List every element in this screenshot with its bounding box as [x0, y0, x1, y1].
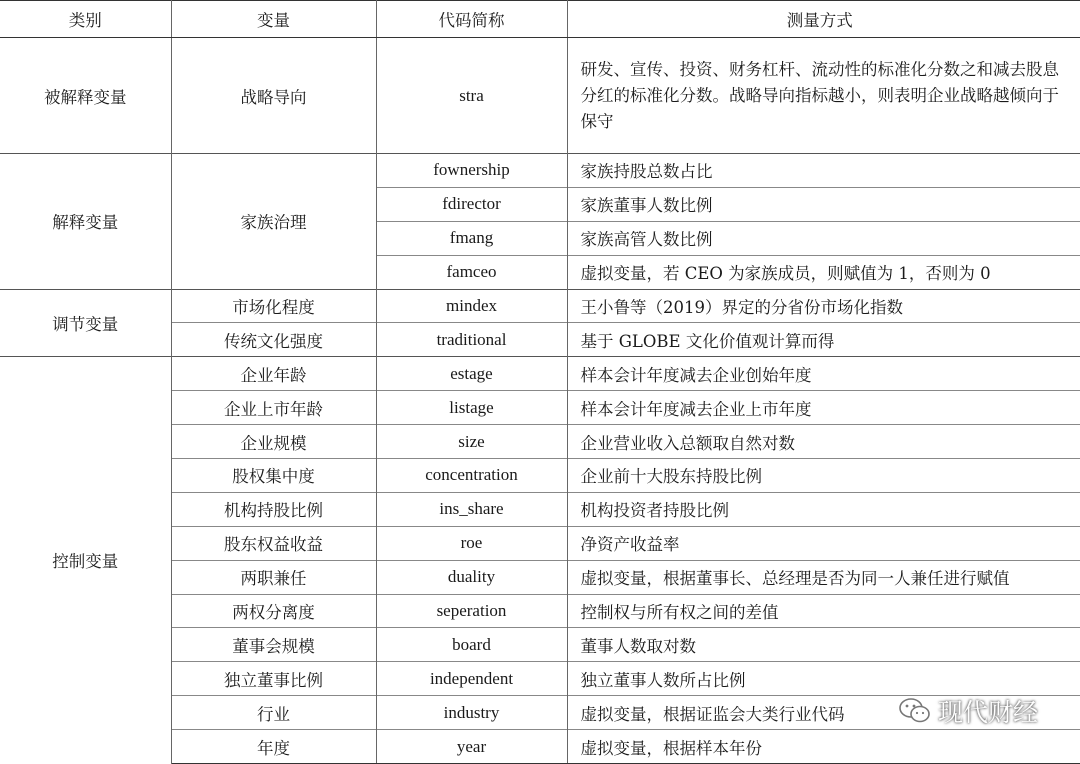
variable-cell: 企业年龄: [171, 357, 376, 391]
code-cell: estage: [376, 357, 567, 391]
header-variable: 变量: [171, 1, 376, 38]
variable-cell: 两职兼任: [171, 560, 376, 594]
variable-cell: 独立董事比例: [171, 662, 376, 696]
measure-cell: 家族高管人数比例: [567, 221, 1080, 255]
measure-cell: 虚拟变量，根据样本年份: [567, 730, 1080, 764]
measure-cell: 样本会计年度减去企业创始年度: [567, 357, 1080, 391]
code-cell: seperation: [376, 594, 567, 628]
code-cell: famceo: [376, 255, 567, 289]
code-cell: fdirector: [376, 187, 567, 221]
table-row: [0, 38, 1080, 154]
category-cell: 控制变量: [0, 357, 171, 764]
table-row: [0, 357, 1080, 391]
variable-cell: 家族治理: [171, 154, 376, 290]
variable-cell: 年度: [171, 730, 376, 764]
measure-cell: 企业前十大股东持股比例: [567, 459, 1080, 493]
code-cell: mindex: [376, 289, 567, 323]
measure-cell: 虚拟变量，若 CEO 为家族成员，则赋值为 1，否则为 0: [567, 255, 1080, 289]
header-row: [0, 1, 1080, 38]
table-row: [0, 289, 1080, 323]
variable-cell: 行业: [171, 696, 376, 730]
category-cell: 解释变量: [0, 154, 171, 290]
code-cell: roe: [376, 526, 567, 560]
code-cell: year: [376, 730, 567, 764]
category-cell: 被解释变量: [0, 38, 171, 154]
variable-cell: 战略导向: [171, 38, 376, 154]
variable-cell: 机构持股比例: [171, 492, 376, 526]
measure-cell: 控制权与所有权之间的差值: [567, 594, 1080, 628]
code-cell: fownership: [376, 154, 567, 188]
code-cell: ins_share: [376, 492, 567, 526]
measure-cell: 独立董事人数所占比例: [567, 662, 1080, 696]
measure-cell: 企业营业收入总额取自然对数: [567, 425, 1080, 459]
category-cell: 调节变量: [0, 289, 171, 357]
header-measure: 测量方式: [567, 1, 1080, 38]
code-cell: concentration: [376, 459, 567, 493]
measure-cell: 基于 GLOBE 文化价值观计算而得: [567, 323, 1080, 357]
code-cell: listage: [376, 391, 567, 425]
measure-cell: 家族董事人数比例: [567, 187, 1080, 221]
measure-cell: 王小鲁等（2019）界定的分省份市场化指数: [567, 289, 1080, 323]
code-cell: size: [376, 425, 567, 459]
measure-cell: 虚拟变量，根据董事长、总经理是否为同一人兼任进行赋值: [567, 560, 1080, 594]
header-code: 代码简称: [376, 1, 567, 38]
variable-cell: 传统文化强度: [171, 323, 376, 357]
variable-cell: 股权集中度: [171, 459, 376, 493]
measure-cell: 虚拟变量，根据证监会大类行业代码: [567, 696, 1080, 730]
table-row: [0, 154, 1080, 188]
watermark-text: 现代财经: [938, 698, 1039, 727]
variable-cell: 股东权益收益: [171, 526, 376, 560]
header-category: 类别: [0, 1, 171, 38]
code-cell: duality: [376, 560, 567, 594]
measure-cell: 研发、宣传、投资、财务杠杆、流动性的标准化分数之和减去股息分红的标准化分数。战略导向指标越小，则表明企业战略越倾向于保守: [567, 38, 1080, 154]
measure-cell: 净资产收益率: [567, 526, 1080, 560]
code-cell: board: [376, 628, 567, 662]
variable-cell: 两权分离度: [171, 594, 376, 628]
variable-cell: 企业规模: [171, 425, 376, 459]
measure-cell: 董事人数取对数: [567, 628, 1080, 662]
measure-cell: 家族持股总数占比: [567, 154, 1080, 188]
measure-cell: 机构投资者持股比例: [567, 492, 1080, 526]
variable-cell: 市场化程度: [171, 289, 376, 323]
code-cell: independent: [376, 662, 567, 696]
code-cell: traditional: [376, 323, 567, 357]
code-cell: industry: [376, 696, 567, 730]
variable-cell: 企业上市年龄: [171, 391, 376, 425]
code-cell: stra: [376, 38, 567, 154]
variable-cell: 董事会规模: [171, 628, 376, 662]
measure-cell: 样本会计年度减去企业上市年度: [567, 391, 1080, 425]
code-cell: fmang: [376, 221, 567, 255]
